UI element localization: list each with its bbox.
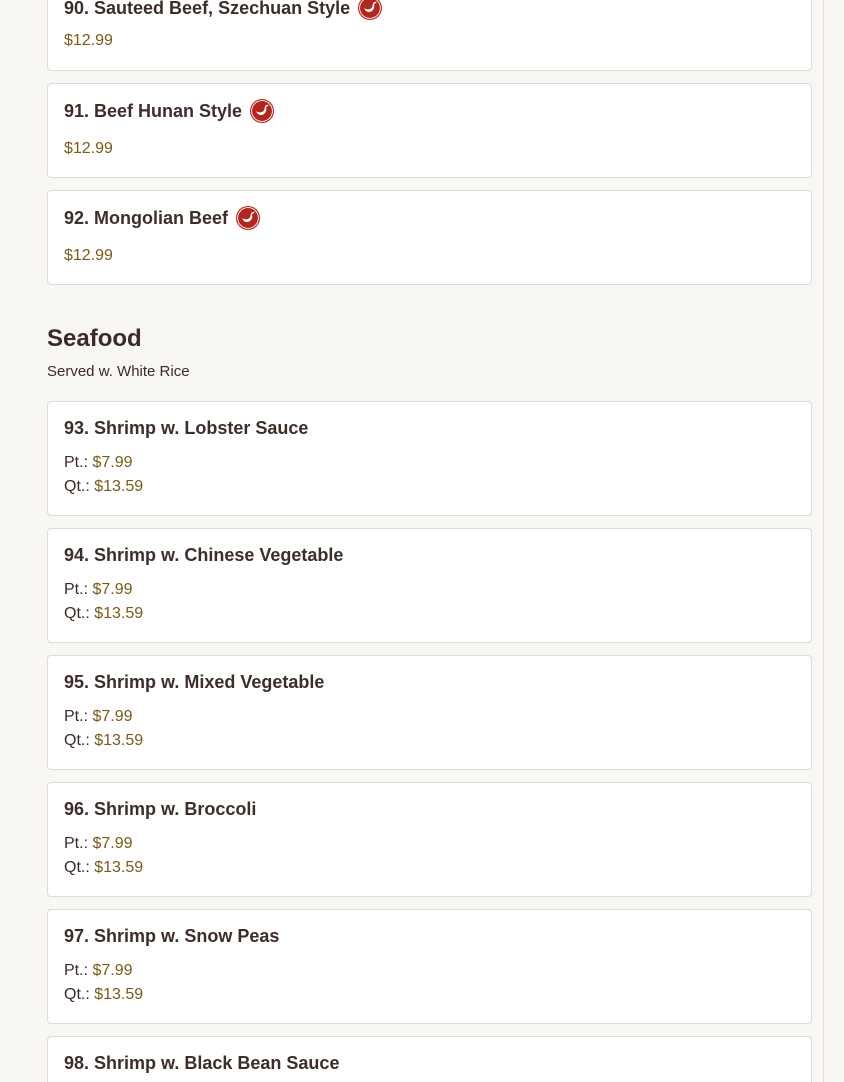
price-quart: Qt.: $13.59 <box>64 478 144 495</box>
scroll-divider <box>823 0 824 1082</box>
menu-item-title: 97. Shrimp w. Snow Peas <box>64 926 280 946</box>
menu-item-title: 94. Shrimp w. Chinese Vegetable <box>64 545 344 565</box>
menu-item-title: 91. Beef Hunan Style <box>64 99 274 123</box>
menu-item-title: 93. Shrimp w. Lobster Sauce <box>64 418 309 438</box>
menu-item-card[interactable] <box>47 655 812 770</box>
menu-item-card[interactable] <box>47 1036 812 1082</box>
menu-item-title: 92. Mongolian Beef <box>64 206 260 230</box>
menu-item-card[interactable] <box>47 782 812 897</box>
menu-item-title: 98. Shrimp w. Black Bean Sauce <box>64 1053 340 1073</box>
menu-item-price: $12.99 <box>64 247 113 264</box>
price-quart: Qt.: $13.59 <box>64 986 144 1003</box>
menu-item-card[interactable] <box>47 0 812 71</box>
menu-item-price: $12.99 <box>64 32 113 49</box>
menu-item-price: $12.99 <box>64 140 113 157</box>
section-title: Seafood <box>47 325 142 352</box>
menu-item-card[interactable] <box>47 190 812 285</box>
price-quart: Qt.: $13.59 <box>64 859 144 876</box>
price-pint: Pt.: $7.99 <box>64 581 133 598</box>
menu-item-card[interactable] <box>47 401 812 516</box>
price-pint: Pt.: $7.99 <box>64 454 133 471</box>
menu-item-card[interactable] <box>47 909 812 1024</box>
menu-item-title: 96. Shrimp w. Broccoli <box>64 799 257 819</box>
menu-item-title: 95. Shrimp w. Mixed Vegetable <box>64 672 325 692</box>
chili-pepper-icon <box>358 0 382 20</box>
chili-pepper-icon <box>236 206 260 230</box>
menu-item-card[interactable] <box>47 83 812 178</box>
price-pint: Pt.: $7.99 <box>64 962 133 979</box>
menu-item-card[interactable] <box>47 528 812 643</box>
menu-item-title: 90. Sauteed Beef, Szechuan Style <box>64 0 382 20</box>
section-subtitle: Served w. White Rice <box>47 363 190 380</box>
price-quart: Qt.: $13.59 <box>64 605 144 622</box>
price-pint: Pt.: $7.99 <box>64 708 133 725</box>
chili-pepper-icon <box>250 99 274 123</box>
price-pint: Pt.: $7.99 <box>64 835 133 852</box>
price-quart: Qt.: $13.59 <box>64 732 144 749</box>
